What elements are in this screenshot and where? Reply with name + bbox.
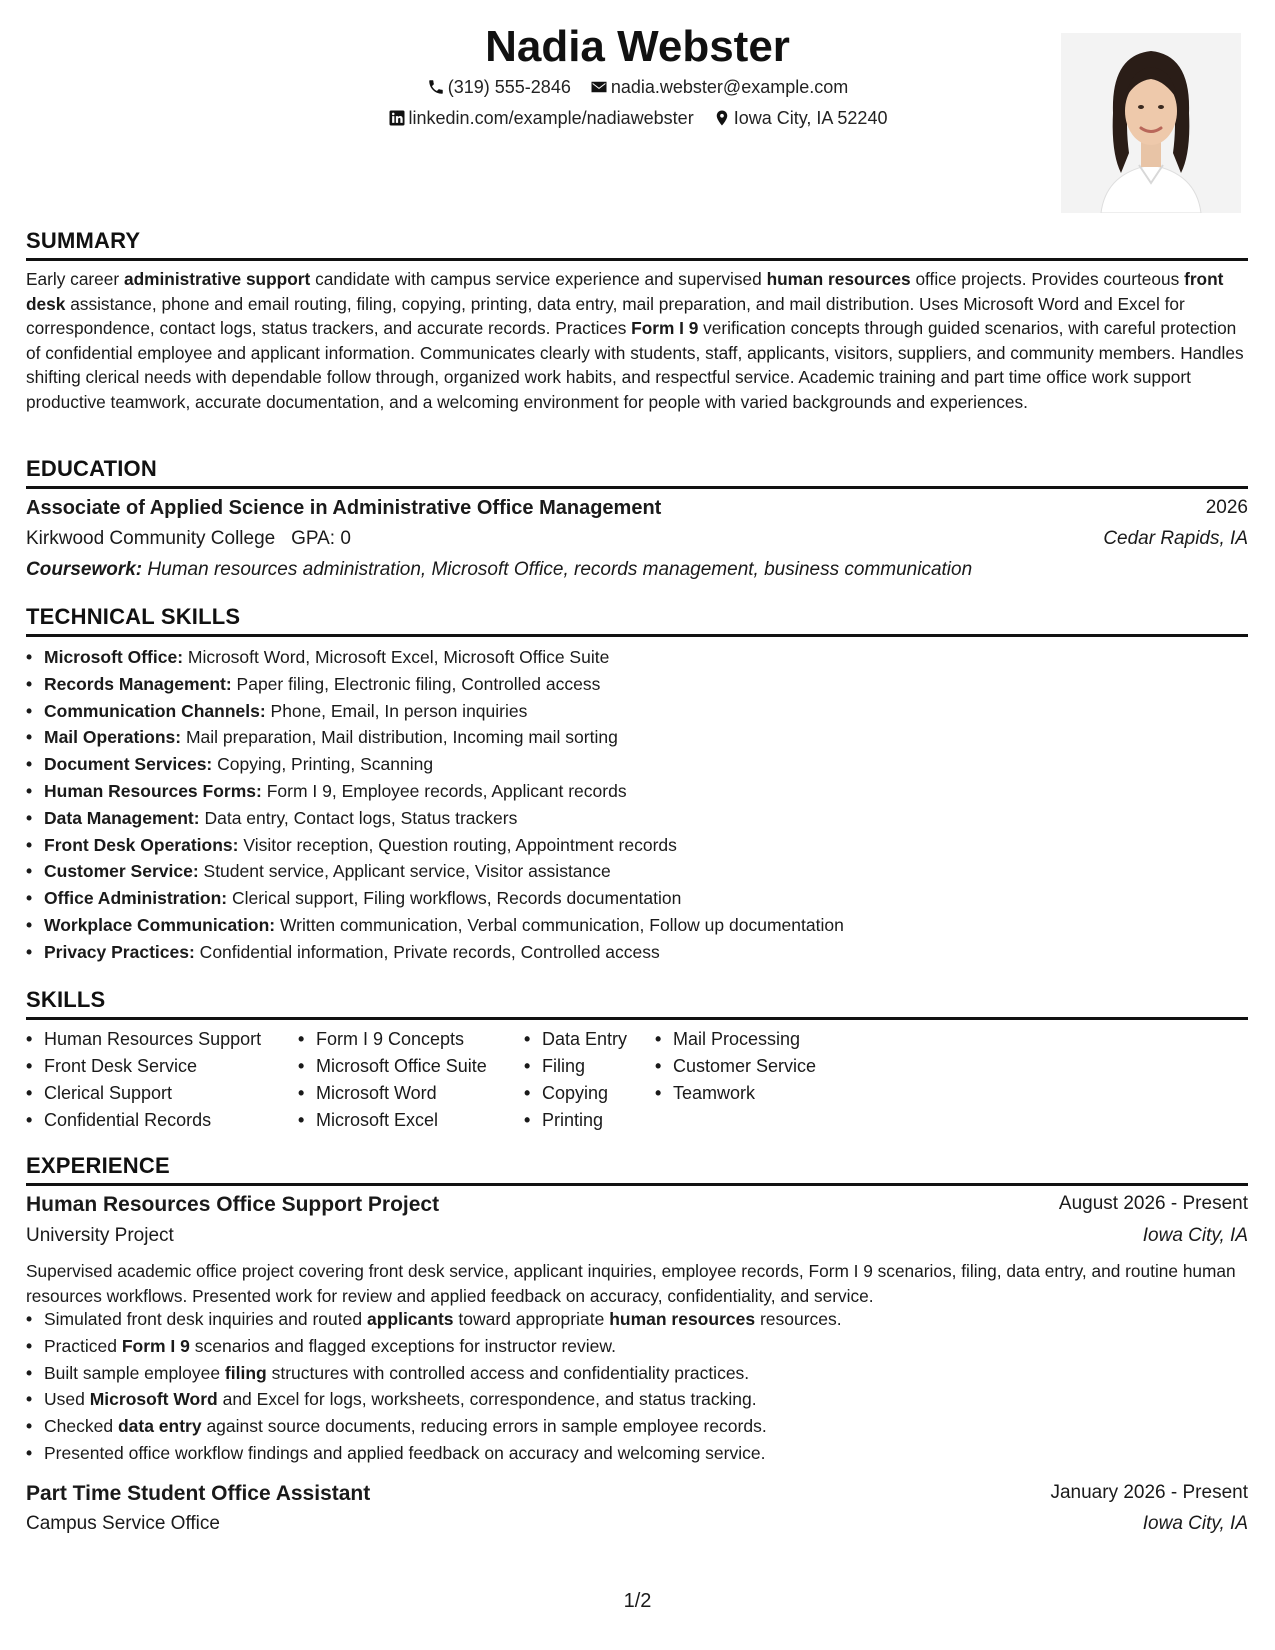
bullet-keyword: Form I 9: [121, 1335, 190, 1356]
school-info: [26, 528, 351, 550]
skill-category: Customer Service:: [44, 861, 199, 882]
job2-title-row: [26, 1482, 1248, 1506]
skill-values: Visitor reception, Question routing, Appointment records: [238, 834, 677, 855]
bullet-keyword: applicants: [366, 1309, 454, 1329]
bullet-text: Built sample employee: [44, 1362, 225, 1383]
phone-number: (319) 555-2846: [447, 76, 571, 97]
skill-category: Document Services:: [44, 754, 213, 775]
bullet-text: against source documents, reducing errors in sample employee records.: [201, 1416, 767, 1437]
graduation-year: 2026: [1205, 497, 1248, 518]
profile-photo: [1061, 33, 1241, 213]
list-item: [26, 671, 1248, 698]
job1-location: Iowa City, IA: [1142, 1225, 1248, 1246]
list-item: [26, 912, 1248, 939]
skills-heading: SKILLS: [26, 987, 1248, 1020]
skill-category: Records Management:: [44, 673, 232, 694]
skill-category: Mail Operations:: [44, 727, 182, 748]
list-item: [26, 1386, 1248, 1413]
skill-values: Microsoft Word, Microsoft Excel, Microsoft Office Suite: [183, 647, 610, 667]
candidate-name: Nadia Webster: [485, 22, 790, 71]
list-item: • Front Desk Service: [26, 1053, 298, 1080]
experience-heading: EXPERIENCE: [26, 1153, 1248, 1186]
coursework-list: Human resources administration, Microsoft Office, records management, business communication: [142, 559, 973, 580]
list-item: [26, 644, 1248, 671]
linkedin-icon: [388, 109, 406, 127]
skills-column-1: [26, 1026, 298, 1134]
coursework-label: Coursework:: [26, 559, 143, 580]
list-item: • Copying: [524, 1080, 655, 1107]
skill-values: Paper filing, Electronic filing, Controlled access: [231, 673, 601, 694]
school-name: Kirkwood Community College: [26, 528, 276, 549]
list-item: [26, 751, 1248, 778]
location-text: Iowa City, IA 52240: [733, 107, 888, 128]
degree-title: Associate of Applied Science in Administrative Office Management: [26, 497, 662, 519]
list-item: [26, 805, 1248, 832]
list-item: • Form I 9 Concepts: [298, 1026, 524, 1053]
email-contact: [590, 77, 848, 98]
list-item: • Microsoft Excel: [298, 1107, 524, 1134]
bullet-text: scenarios and flagged exceptions for instructor review.: [189, 1335, 616, 1356]
skill-category: Communication Channels:: [44, 700, 266, 721]
envelope-icon: [590, 78, 608, 96]
bullet-text: Checked: [44, 1416, 118, 1437]
linkedin-contact: [388, 108, 694, 129]
phone-icon: [427, 78, 445, 96]
list-item: • Mail Processing: [655, 1026, 875, 1053]
skill-values: Confidential information, Private records, Controlled access: [194, 941, 660, 962]
list-item: [26, 939, 1248, 966]
job1-title-row: [26, 1193, 1248, 1217]
list-item: • Teamwork: [655, 1080, 875, 1107]
bullet-text: structures with controlled access and confidentiality practices.: [266, 1362, 750, 1383]
location-contact: [713, 108, 888, 129]
list-item: [26, 778, 1248, 805]
list-item: [26, 858, 1248, 885]
skills-column-3: [524, 1026, 655, 1134]
list-item: • Printing: [524, 1107, 655, 1134]
skill-values: Mail preparation, Mail distribution, Incoming mail sorting: [181, 727, 618, 748]
email-address: nadia.webster@example.com: [610, 76, 849, 97]
summary-keyword: administrative support: [123, 269, 311, 289]
job1-dates: August 2026 - Present: [1058, 1193, 1248, 1214]
portrait-image: [1061, 33, 1241, 213]
list-item: • Customer Service: [655, 1053, 875, 1080]
bullet-keyword: Microsoft Word: [89, 1389, 218, 1410]
skill-values: Phone, Email, In person inquiries: [265, 700, 528, 721]
job2-org-row: [26, 1513, 1248, 1535]
list-item: [26, 1333, 1248, 1360]
list-item: • Microsoft Office Suite: [298, 1053, 524, 1080]
education-school-row: [26, 528, 1248, 550]
job2-location: Iowa City, IA: [1142, 1513, 1248, 1534]
technical-skills-heading: TECHNICAL SKILLS: [26, 604, 1248, 637]
summary-text-segment: Early career: [26, 269, 124, 289]
page-number: 1/2: [623, 1590, 652, 1612]
bullet-text: Presented office workflow findings and applied feedback on accuracy and welcoming service.: [44, 1442, 766, 1463]
skill-category: Front Desk Operations:: [44, 834, 239, 855]
skill-category: Office Administration:: [44, 888, 228, 909]
bullet-text: Used: [44, 1389, 90, 1410]
skill-category: Workplace Communication:: [44, 914, 276, 935]
bullet-text: Practiced: [44, 1335, 122, 1356]
skill-category: Human Resources Forms:: [44, 780, 262, 801]
technical-skills-list: [26, 644, 1248, 966]
summary-text-segment: candidate with campus service experience and supervised: [310, 269, 767, 289]
summary-keyword: Form I 9: [631, 318, 699, 338]
summary-text: [26, 267, 1248, 414]
list-item: [26, 1360, 1248, 1387]
summary-text-segment: verification concepts through guided scenarios, with careful protection of confidential employee and applicant information. Communicates clearly with students, staff, applicants, visitors, suppliers, and community members. Handles shifting clerical needs with dependable follow through, organized work habits, and respectful service. Academic training and part time office work support productive teamwork, accurate documentation, and a welcoming environment for people with varied backgrounds and experiences.: [26, 318, 1244, 412]
list-item: • Microsoft Word: [298, 1080, 524, 1107]
school-location: Cedar Rapids, IA: [1103, 528, 1248, 549]
skills-column-2: [298, 1026, 524, 1134]
bullet-text: and Excel for logs, worksheets, correspondence, and status tracking.: [217, 1389, 757, 1410]
job1-org: University Project: [26, 1225, 174, 1246]
list-item: [26, 698, 1248, 725]
skill-values: Student service, Applicant service, Visitor assistance: [198, 861, 611, 882]
coursework-text: [26, 559, 972, 581]
list-item: • Filing: [524, 1053, 655, 1080]
linkedin-url: linkedin.com/example/nadiawebster: [408, 107, 694, 128]
summary-text-segment: office projects. Provides courteous: [910, 269, 1185, 289]
list-item: • Clerical Support: [26, 1080, 298, 1107]
job1-description: Supervised academic office project covering front desk service, applicant inquiries, employee records, Form I 9 scenarios, filing, data entry, and routine human resources workflows. Presented work for review and applied feedback on accuracy, confidentiality, and service.: [26, 1261, 1236, 1306]
skill-category: Microsoft Office:: [44, 647, 184, 667]
bullet-keyword: human resources: [609, 1309, 756, 1329]
coursework-row: [26, 559, 1248, 581]
list-item: [26, 1440, 1248, 1467]
skill-values: Clerical support, Filing workflows, Records documentation: [227, 888, 682, 909]
bullet-keyword: data entry: [117, 1416, 202, 1437]
skill-category: Data Management:: [44, 807, 200, 828]
job1-title: Human Resources Office Support Project: [26, 1193, 440, 1216]
job1-bullets: [26, 1306, 1248, 1467]
summary-keyword: human resources: [766, 269, 911, 289]
list-item: [26, 885, 1248, 912]
bullet-text: toward appropriate: [453, 1309, 610, 1329]
skill-category: Privacy Practices:: [44, 941, 195, 962]
summary-heading: SUMMARY: [26, 228, 1248, 261]
skills-column-4: [655, 1026, 875, 1134]
summary-keyword: front desk: [26, 269, 1224, 314]
map-pin-icon: [713, 109, 731, 127]
bullet-text: resources.: [755, 1309, 842, 1329]
phone-contact: [427, 77, 571, 98]
job2-dates: January 2026 - Present: [1050, 1482, 1248, 1503]
list-item: [26, 724, 1248, 751]
bullet-keyword: filing: [224, 1362, 267, 1383]
skill-values: Form I 9, Employee records, Applicant records: [261, 780, 627, 801]
education-heading: EDUCATION: [26, 456, 1248, 489]
gpa: GPA: 0: [291, 528, 351, 549]
list-item: • Human Resources Support: [26, 1026, 298, 1053]
skills-grid: [26, 1026, 875, 1134]
skill-values: Copying, Printing, Scanning: [212, 754, 434, 775]
education-degree-row: [26, 497, 1248, 520]
job2-org: Campus Service Office: [26, 1513, 220, 1534]
summary-text-segment: assistance, phone and email routing, filing, copying, printing, data entry, mail preparation, and mail distribution. Uses Microsoft Word and Excel for correspondence, contact logs, status trackers, and accurate records. Practices: [26, 293, 1185, 338]
list-item: [26, 1413, 1248, 1440]
job2-title: Part Time Student Office Assistant: [26, 1482, 371, 1505]
skill-values: Written communication, Verbal communication, Follow up documentation: [275, 914, 844, 935]
list-item: [26, 832, 1248, 859]
bullet-text: Simulated front desk inquiries and routed: [44, 1309, 367, 1329]
job1-org-row: [26, 1225, 1248, 1247]
list-item: [26, 1306, 1248, 1333]
list-item: • Data Entry: [524, 1026, 655, 1053]
list-item: • Confidential Records: [26, 1107, 298, 1134]
skill-values: Data entry, Contact logs, Status trackers: [199, 807, 518, 828]
